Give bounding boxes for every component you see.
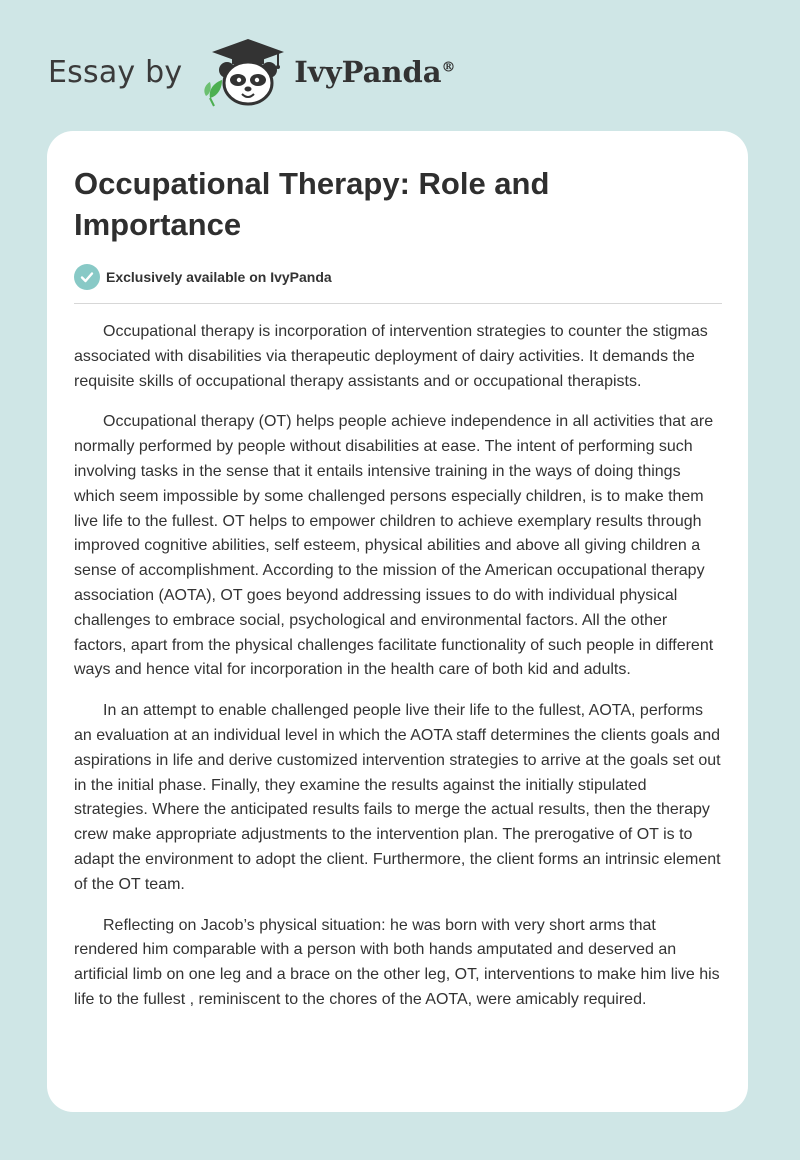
panda-graduate-icon[interactable] [198,36,288,108]
exclusive-badge-label: Exclusively available on IvyPanda [106,269,332,285]
paragraph: Occupational therapy (OT) helps people achieve independence in all activities that are normally performed by people without disabilities at ease. The intent of performing such involving tasks in the sense that it entails intensive training in the ways of doing things which seem impossible by some challenged persons especially children, is to make them live life to the fullest. OT helps to empower children to achieve exemplary results through improved cognitive abilities, self esteem, physical abilities and above all giving children a sense of accomplishment. According to the mission of the American occupational therapy association (AOTA), OT goes beyond addressing issues to do with individual physical challenges to embrace social, psychological and environmental factors. All the other factors, apart from the physical challenges facilitate functionality of such people in different ways and hence vital for incorporation in the health care of both kid and adults. [74,413,714,679]
brand-name[interactable]: IvyPanda® [294,55,456,89]
paragraph: In an attempt to enable challenged people live their life to the fullest, AOTA, performs an evaluation at an individual level in which the AOTA staff determines the clients goals and aspirations in life and derive customized intervention strategies to arrive at the goals set out in the initial phase. Finally, they examine the results against the initially stipulated strategies. Where the anticipated results fails to merge the actual results, then the therapy crew make appropriate adjustments to the intervention plan. The prerogative of OT is to adapt the environment to adopt the client. Furthermore, the client forms an intrinsic element of the OT team. [74,702,721,893]
paragraph: Occupational therapy is incorporation of intervention strategies to counter the stigmas associated with disabilities via therapeutic deployment of dairy activities. It demands the requisite skills of occupational therapy assistants and or occupational therapists. [74,323,708,390]
site-header [48,36,528,108]
paragraph: Reflecting on Jacob’s physical situation: he was born with very short arms that rendered him comparable with a person with both hands amputated and deserved an artificial limb on one leg and a brace on the other leg, OT, interventions to make him live his life to the fullest , reminiscent to the chores of the AOTA, were amicably required. [74,916,720,1008]
checkmark-circle-icon [74,264,100,290]
divider [74,303,722,304]
article-body [74,320,724,1029]
essay-by-label: Essay by [48,54,183,90]
article-card [47,131,748,1112]
registered-mark: ® [441,59,456,76]
exclusive-badge [74,263,332,291]
page-title: Occupational Therapy: Role and Importance [74,166,550,242]
